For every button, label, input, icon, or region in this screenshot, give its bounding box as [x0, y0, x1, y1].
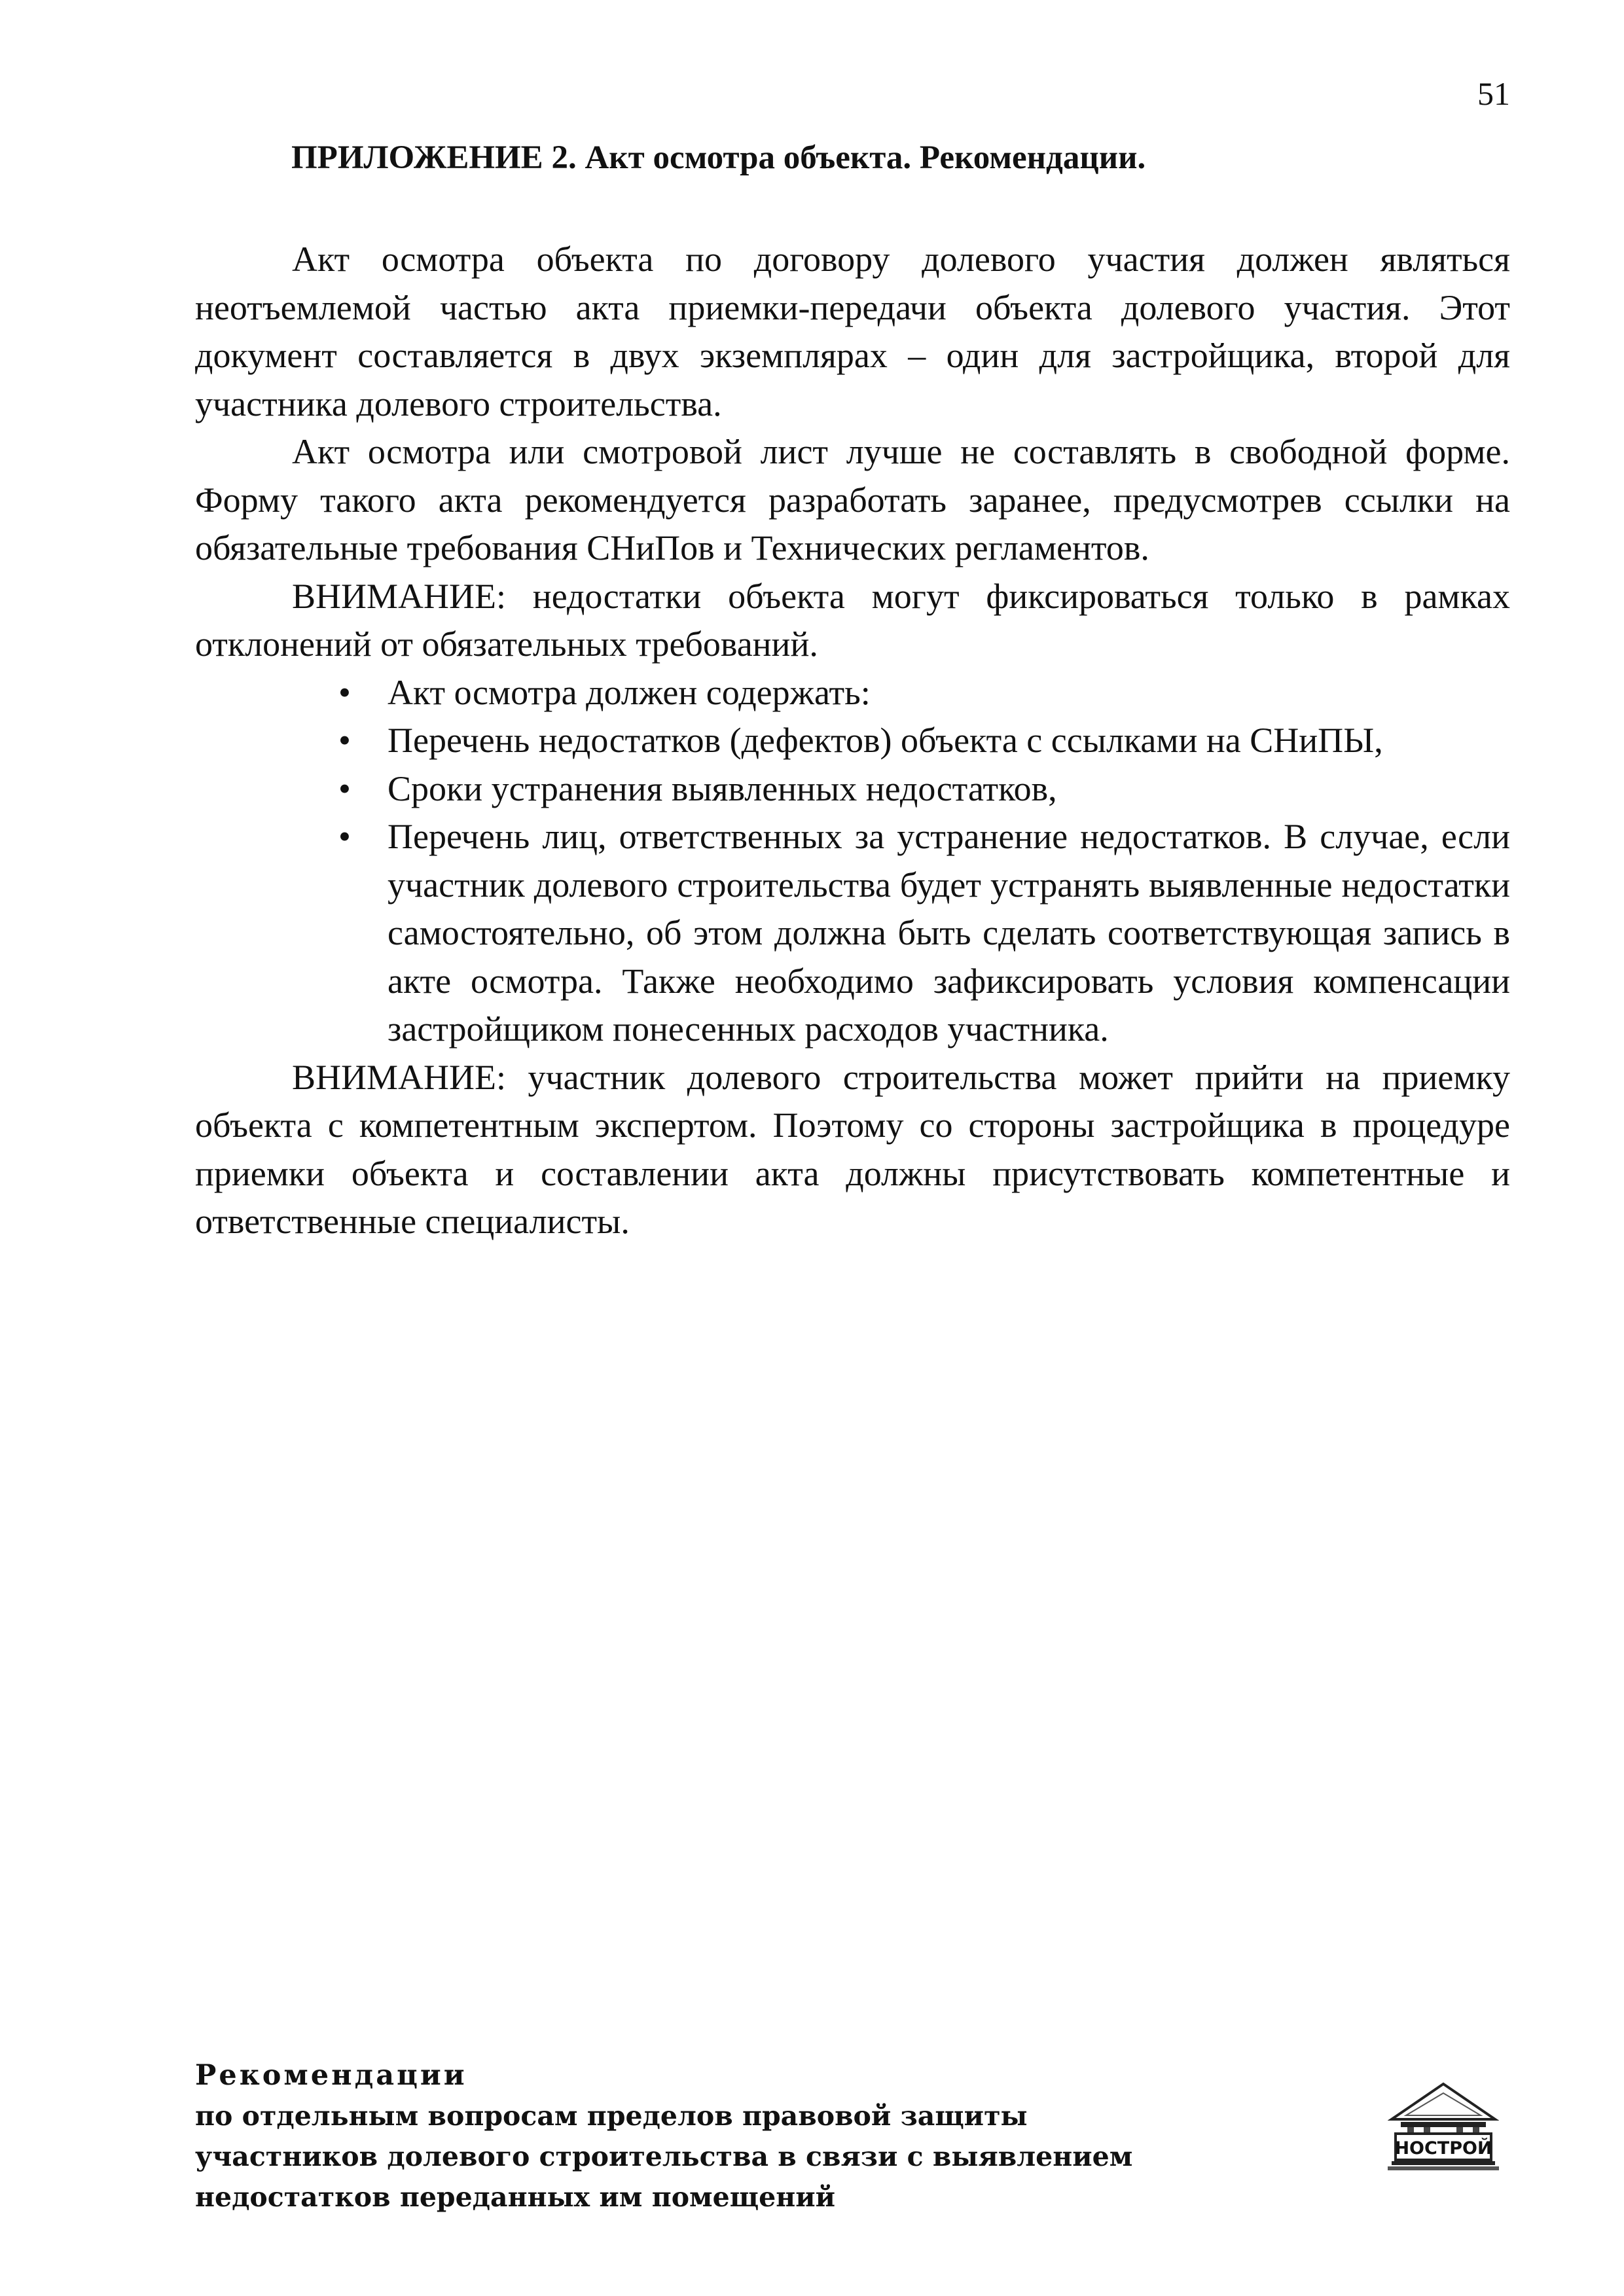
list-item — [338, 813, 1510, 1054]
paragraph: Акт осмотра или смотровой лист лучше не составлять в свободной форме. Форму такого акта рекомендуется разработать заранее, предусмотрев ссылки на обязательные требования СНиПов и Технических регламентов. — [195, 432, 1510, 567]
bullet-list — [195, 669, 1510, 1054]
nostroy-logo-icon — [1388, 2081, 1499, 2173]
page-title: ПРИЛОЖЕНИЕ 2. Акт осмотра объекта. Рекомендации. — [291, 139, 1146, 176]
bullet-icon: • — [338, 721, 351, 760]
paragraph: ВНИМАНИЕ: недостатки объекта могут фиксироваться только в рамках отклонений от обязательных требований. — [195, 576, 1510, 664]
list-item — [338, 669, 1510, 717]
paragraph: ВНИМАНИЕ: участник долевого строительства может прийти на приемку объекта с компетентным экспертом. Поэтому со стороны застройщика в процедуре приемки объекта и составлении акта должны присутствовать компетентные и ответственные специалисты. — [195, 1057, 1510, 1241]
footer-line: по отдельным вопросам пределов правовой защиты — [195, 2100, 1028, 2132]
footer-title: Рекомендации — [195, 2059, 467, 2092]
list-item — [338, 765, 1510, 814]
bullet-icon: • — [338, 817, 351, 856]
list-item-text: Сроки устранения выявленных недостатков, — [388, 768, 1057, 808]
paragraph: Акт осмотра объекта по договору долевого участия должен являться неотъемлемой частью акта приемки-передачи объекта долевого участия. Этот документ составляется в двух экземплярах – один для застройщика, второй для участника долевого строительства. — [195, 240, 1510, 423]
list-item-text: Перечень недостатков (дефектов) объекта с ссылками на СНиПЫ, — [388, 721, 1383, 760]
list-item-text: Перечень лиц, ответственных за устранение недостатков. В случае, если участник долевого строительства будет устранять выявленные недостатки самостоятельно, об этом должна быть сделать соответствующая запись в акте осмотра. Также необходимо зафиксировать условия компенсации застройщиком понесенных расходов участника. — [388, 817, 1510, 1049]
page-number: 51 — [1477, 75, 1510, 112]
footer-line: участников долевого строительства в связи с выявлением — [195, 2141, 1133, 2172]
bullet-icon: • — [338, 768, 351, 808]
footer-line: недостатков переданных им помещений — [195, 2181, 836, 2213]
bullet-icon: • — [338, 672, 351, 712]
list-item-text: Акт осмотра должен содержать: — [388, 672, 871, 712]
body-text — [195, 236, 1510, 1246]
logo-text: НОСТРОЙ — [1394, 2138, 1492, 2159]
list-item — [338, 717, 1510, 765]
footer — [195, 2055, 1132, 2217]
